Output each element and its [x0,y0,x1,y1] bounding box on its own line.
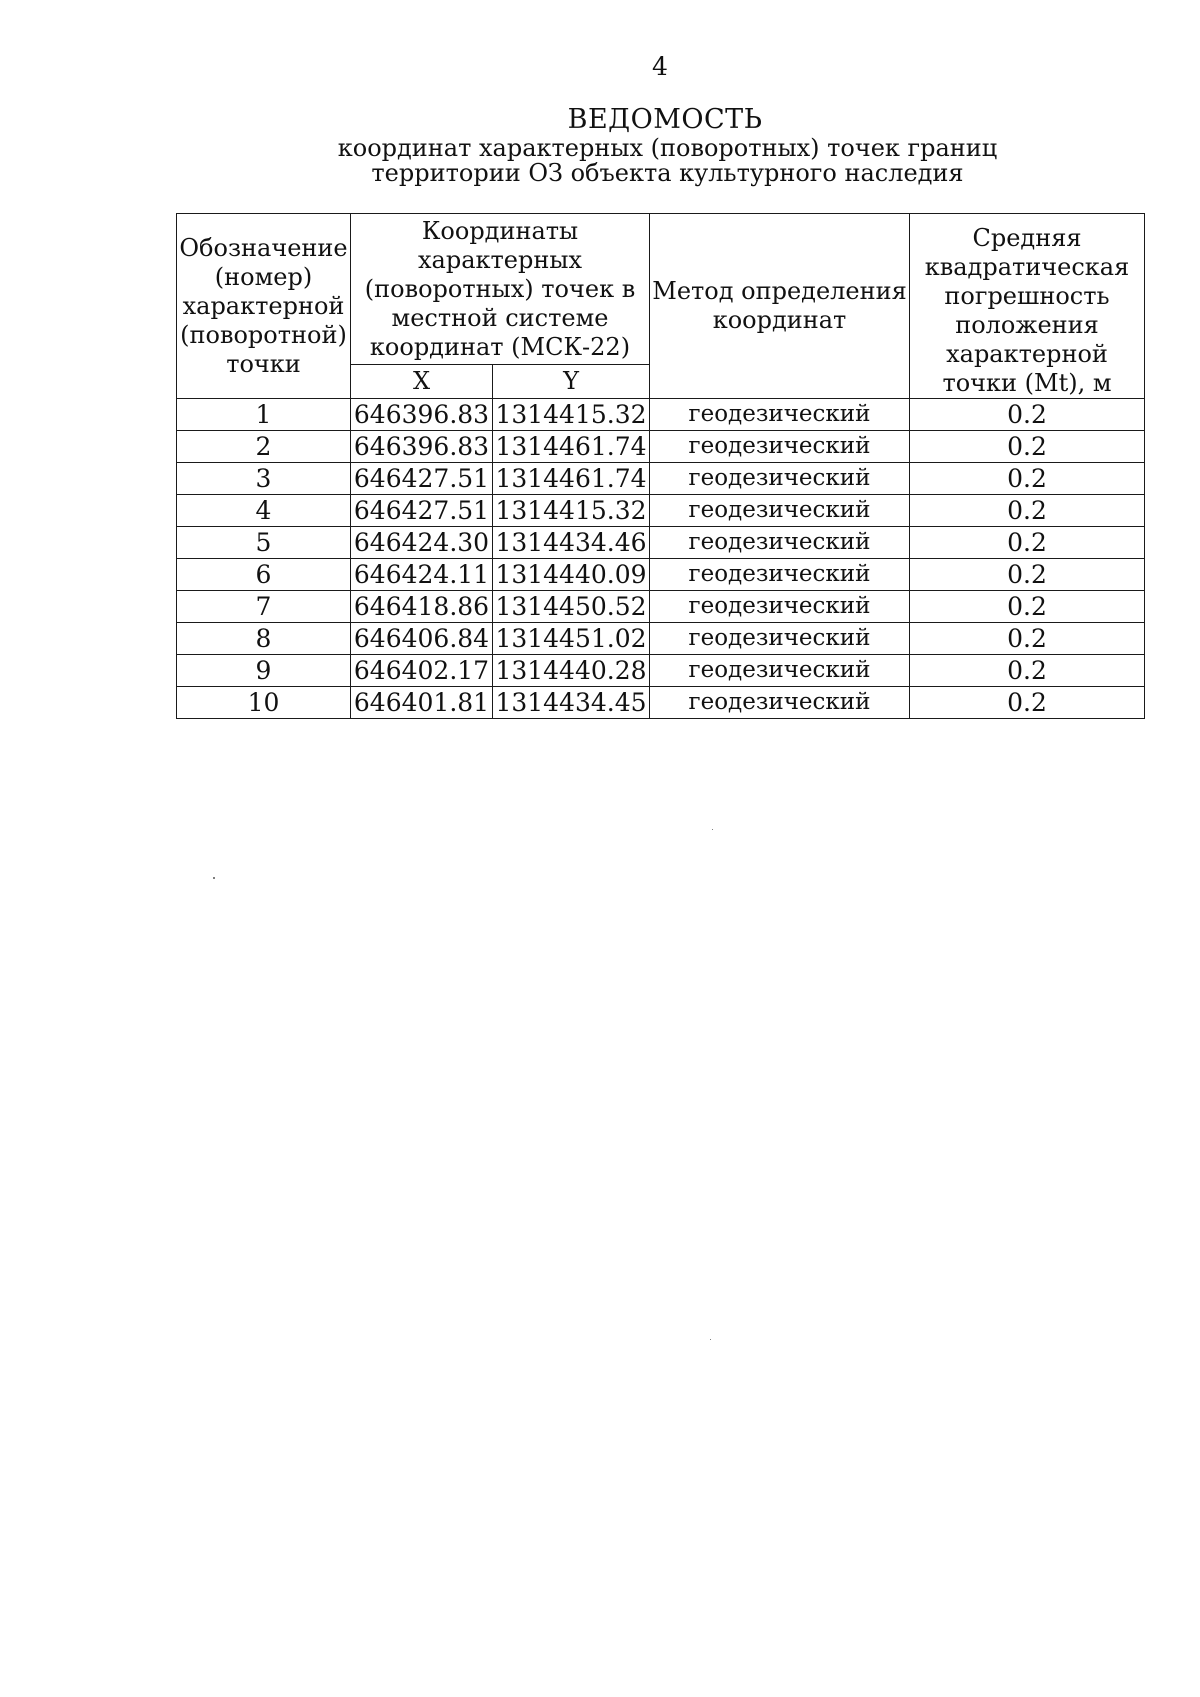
cell-point-number: 7 [177,591,351,623]
cell-method: геодезический [650,623,910,655]
cell-error: 0.2 [910,495,1145,527]
cell-y: 1314434.46 [493,527,650,559]
cell-y: 1314451.02 [493,623,650,655]
cell-method: геодезический [650,399,910,431]
cell-point-number: 4 [177,495,351,527]
cell-method: геодезический [650,495,910,527]
cell-error: 0.2 [910,559,1145,591]
cell-method: геодезический [650,431,910,463]
scan-speck [213,877,215,879]
table-row [177,463,1145,495]
cell-x: 646424.30 [351,527,493,559]
cell-method: геодезический [650,655,910,687]
coordinates-table [176,213,1145,719]
header-y: Y [493,365,650,399]
cell-x: 646427.51 [351,463,493,495]
scan-speck [712,829,713,830]
cell-point-number: 1 [177,399,351,431]
table-row [177,623,1145,655]
cell-x: 646406.84 [351,623,493,655]
table-row [177,559,1145,591]
scan-speck [710,1339,711,1340]
cell-method: геодезический [650,463,910,495]
table-row [177,687,1145,719]
cell-x: 646402.17 [351,655,493,687]
cell-x: 646427.51 [351,495,493,527]
document-subtitle-line-1: координат характерных (поворотных) точек границ [337,134,998,162]
cell-method: геодезический [650,559,910,591]
cell-error: 0.2 [910,399,1145,431]
table-row [177,591,1145,623]
header-method: Метод определения координат [650,214,910,399]
table-header-row [177,214,1145,365]
cell-x: 646401.81 [351,687,493,719]
header-error: Средняя квадратическая погрешность положения характерной точки (Mt), м [910,214,1145,399]
cell-point-number: 2 [177,431,351,463]
cell-error: 0.2 [910,431,1145,463]
document-title: ВЕДОМОСТЬ [567,104,763,135]
cell-error: 0.2 [910,463,1145,495]
cell-y: 1314461.74 [493,463,650,495]
cell-point-number: 10 [177,687,351,719]
cell-y: 1314440.28 [493,655,650,687]
document-subtitle-line-2: территории ОЗ объекта культурного наследия [371,159,964,187]
cell-point-number: 3 [177,463,351,495]
cell-x: 646396.83 [351,399,493,431]
table-row [177,399,1145,431]
table-row [177,431,1145,463]
cell-error: 0.2 [910,527,1145,559]
cell-y: 1314434.45 [493,687,650,719]
cell-point-number: 8 [177,623,351,655]
table-row [177,495,1145,527]
header-x: X [351,365,493,399]
cell-point-number: 5 [177,527,351,559]
cell-x: 646424.11 [351,559,493,591]
cell-error: 0.2 [910,655,1145,687]
cell-x: 646418.86 [351,591,493,623]
cell-y: 1314415.32 [493,495,650,527]
cell-error: 0.2 [910,623,1145,655]
cell-point-number: 9 [177,655,351,687]
cell-point-number: 6 [177,559,351,591]
cell-y: 1314440.09 [493,559,650,591]
cell-error: 0.2 [910,591,1145,623]
cell-method: геодезический [650,527,910,559]
cell-error: 0.2 [910,687,1145,719]
cell-method: геодезический [650,687,910,719]
cell-y: 1314450.52 [493,591,650,623]
cell-y: 1314415.32 [493,399,650,431]
header-point-designation: Обозначение (номер) характерной (поворотной) точки [177,214,351,399]
page-number: 4 [652,52,668,81]
cell-y: 1314461.74 [493,431,650,463]
table-row [177,655,1145,687]
cell-x: 646396.83 [351,431,493,463]
header-coordinates: Координаты характерных (поворотных) точек в местной системе координат (МСК-22) [351,214,650,365]
table-body [177,399,1145,719]
cell-method: геодезический [650,591,910,623]
table-row [177,527,1145,559]
